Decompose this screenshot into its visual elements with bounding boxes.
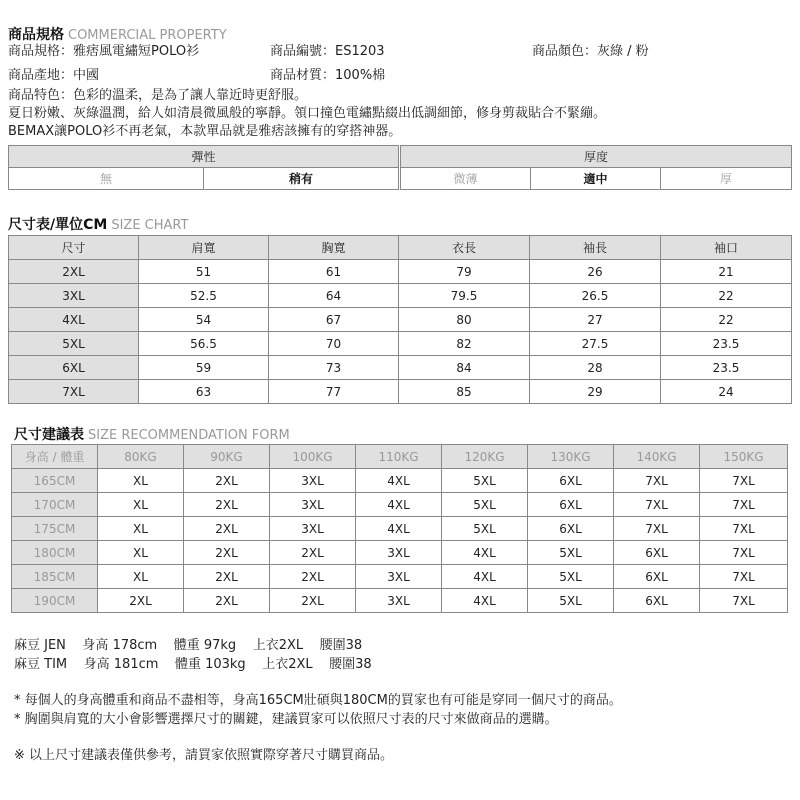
recommend-cell: XL bbox=[98, 493, 184, 517]
size-chart-row-label: 2XL bbox=[9, 260, 139, 284]
recommend-cell: 4XL bbox=[442, 589, 528, 613]
recommend-cell: 2XL bbox=[184, 469, 270, 493]
size-chart-header-cell: 肩寬 bbox=[139, 236, 269, 260]
recommend-title: 尺寸建議表 bbox=[14, 427, 84, 443]
recommend-table bbox=[11, 444, 788, 613]
size-chart-section-title bbox=[8, 214, 188, 234]
spec-material: 商品材質：100%棉 bbox=[270, 68, 386, 83]
spec-origin: 商品產地：中國 bbox=[8, 68, 100, 83]
recommend-cell: 6XL bbox=[528, 469, 614, 493]
size-chart-row bbox=[9, 380, 792, 404]
spec-title: 商品規格 bbox=[8, 27, 64, 43]
size-chart-cell: 51 bbox=[139, 260, 269, 284]
recommend-cell: 3XL bbox=[356, 565, 442, 589]
size-chart-cell: 28 bbox=[530, 356, 661, 380]
recommend-cell: 2XL bbox=[270, 541, 356, 565]
spec-desc-line: BEMAX讓POLO衫不再老氣，本款單品就是雅痞該擁有的穿搭神器。 bbox=[8, 124, 402, 139]
recommend-cell: 3XL bbox=[270, 493, 356, 517]
size-chart-row-label: 7XL bbox=[9, 380, 139, 404]
size-chart-cell: 27.5 bbox=[530, 332, 661, 356]
note-line: * 每個人的身高體重和商品不盡相等，身高165CM壯碩與180CM的買家也有可能是穿同一個尺寸的商品。 bbox=[14, 693, 622, 708]
spec-subtitle: COMMERCIAL PROPERTY bbox=[68, 28, 227, 43]
recommend-row bbox=[12, 589, 788, 613]
recommend-row bbox=[12, 517, 788, 541]
size-chart-cell: 70 bbox=[269, 332, 399, 356]
recommend-header-cell: 150KG bbox=[700, 445, 788, 469]
size-chart-cell: 23.5 bbox=[661, 332, 792, 356]
recommend-cell: 3XL bbox=[356, 541, 442, 565]
recommend-row bbox=[12, 541, 788, 565]
size-chart-header-row bbox=[9, 236, 792, 260]
recommend-section-title bbox=[14, 424, 290, 444]
disclaimer: ※ 以上尺寸建議表僅供參考，請買家依照實際穿著尺寸購買商品。 bbox=[14, 748, 394, 763]
recommend-cell: 5XL bbox=[528, 565, 614, 589]
recommend-cell: 6XL bbox=[614, 541, 700, 565]
recommend-header-cell: 100KG bbox=[270, 445, 356, 469]
thickness-option-selected: 適中 bbox=[531, 168, 661, 190]
recommend-cell: 7XL bbox=[700, 541, 788, 565]
recommend-cell: 5XL bbox=[442, 469, 528, 493]
size-chart-row bbox=[9, 284, 792, 308]
thickness-label: 厚度 bbox=[401, 146, 792, 168]
recommend-cell: 4XL bbox=[356, 493, 442, 517]
recommend-cell: 3XL bbox=[270, 469, 356, 493]
recommend-header-cell: 90KG bbox=[184, 445, 270, 469]
recommend-cell: XL bbox=[98, 541, 184, 565]
recommend-cell: 5XL bbox=[442, 493, 528, 517]
recommend-cell: 4XL bbox=[442, 565, 528, 589]
size-chart-header-cell: 尺寸 bbox=[9, 236, 139, 260]
size-chart-cell: 67 bbox=[269, 308, 399, 332]
size-chart-cell: 61 bbox=[269, 260, 399, 284]
elasticity-option-selected: 稍有 bbox=[204, 168, 399, 190]
elasticity-table bbox=[8, 145, 399, 190]
recommend-cell: 2XL bbox=[270, 565, 356, 589]
recommend-header-cell: 130KG bbox=[528, 445, 614, 469]
spec-desc-line: 夏日粉嫩、灰綠溫潤，給人如清晨微風般的寧靜。領口撞色電繡點綴出低調細節，修身剪裁貼合不緊繃。 bbox=[8, 106, 607, 121]
size-chart-cell: 54 bbox=[139, 308, 269, 332]
size-chart-cell: 77 bbox=[269, 380, 399, 404]
recommend-cell: 5XL bbox=[528, 541, 614, 565]
recommend-row-label: 165CM bbox=[12, 469, 98, 493]
spec-name: 商品規格：雅痞風電繡短POLO衫 bbox=[8, 44, 200, 59]
recommend-header-cell: 120KG bbox=[442, 445, 528, 469]
size-chart-cell: 56.5 bbox=[139, 332, 269, 356]
size-chart-cell: 22 bbox=[661, 308, 792, 332]
size-chart-cell: 63 bbox=[139, 380, 269, 404]
recommend-row-label: 180CM bbox=[12, 541, 98, 565]
recommend-row bbox=[12, 493, 788, 517]
recommend-cell: 2XL bbox=[98, 589, 184, 613]
size-chart-row bbox=[9, 356, 792, 380]
recommend-cell: 7XL bbox=[614, 493, 700, 517]
size-chart-row-label: 5XL bbox=[9, 332, 139, 356]
recommend-row-label: 185CM bbox=[12, 565, 98, 589]
size-chart-cell: 23.5 bbox=[661, 356, 792, 380]
recommend-row-label: 190CM bbox=[12, 589, 98, 613]
size-chart-header-cell: 袖長 bbox=[530, 236, 661, 260]
recommend-cell: 3XL bbox=[270, 517, 356, 541]
recommend-cell: 6XL bbox=[614, 589, 700, 613]
size-chart-cell: 26 bbox=[530, 260, 661, 284]
recommend-header-row bbox=[12, 445, 788, 469]
recommend-cell: XL bbox=[98, 517, 184, 541]
size-chart-cell: 26.5 bbox=[530, 284, 661, 308]
recommend-row-label: 170CM bbox=[12, 493, 98, 517]
size-chart-cell: 27 bbox=[530, 308, 661, 332]
recommend-cell: 4XL bbox=[356, 517, 442, 541]
recommend-cell: 6XL bbox=[614, 565, 700, 589]
size-chart-cell: 79.5 bbox=[399, 284, 530, 308]
spec-color: 商品顏色：灰綠 / 粉 bbox=[532, 44, 649, 59]
recommend-cell: 5XL bbox=[528, 589, 614, 613]
size-chart-cell: 22 bbox=[661, 284, 792, 308]
recommend-cell: XL bbox=[98, 565, 184, 589]
size-chart-table bbox=[8, 235, 792, 404]
size-chart-header-cell: 袖口 bbox=[661, 236, 792, 260]
size-chart-header-cell: 胸寬 bbox=[269, 236, 399, 260]
recommend-header-cell: 140KG bbox=[614, 445, 700, 469]
recommend-cell: 2XL bbox=[270, 589, 356, 613]
elasticity-option: 無 bbox=[9, 168, 204, 190]
size-chart-row-label: 4XL bbox=[9, 308, 139, 332]
spec-code: 商品編號：ES1203 bbox=[270, 44, 385, 59]
spec-section-title bbox=[8, 24, 227, 44]
size-chart-cell: 21 bbox=[661, 260, 792, 284]
recommend-cell: 3XL bbox=[356, 589, 442, 613]
recommend-cell: 7XL bbox=[614, 517, 700, 541]
size-chart-cell: 85 bbox=[399, 380, 530, 404]
thickness-option: 微薄 bbox=[401, 168, 531, 190]
size-chart-header-cell: 衣長 bbox=[399, 236, 530, 260]
recommend-cell: 2XL bbox=[184, 541, 270, 565]
recommend-subtitle: SIZE RECOMMENDATION FORM bbox=[88, 428, 290, 443]
recommend-row bbox=[12, 469, 788, 493]
recommend-cell: 6XL bbox=[528, 493, 614, 517]
size-chart-cell: 82 bbox=[399, 332, 530, 356]
size-chart-cell: 84 bbox=[399, 356, 530, 380]
recommend-header-cell: 身高 / 體重 bbox=[12, 445, 98, 469]
size-chart-row bbox=[9, 260, 792, 284]
recommend-cell: 2XL bbox=[184, 589, 270, 613]
recommend-cell: 7XL bbox=[700, 589, 788, 613]
thickness-option: 厚 bbox=[661, 168, 792, 190]
recommend-cell: 7XL bbox=[700, 565, 788, 589]
recommend-cell: 4XL bbox=[442, 541, 528, 565]
size-chart-cell: 24 bbox=[661, 380, 792, 404]
recommend-cell: 7XL bbox=[700, 517, 788, 541]
recommend-cell: 4XL bbox=[356, 469, 442, 493]
size-chart-cell: 52.5 bbox=[139, 284, 269, 308]
size-chart-row bbox=[9, 308, 792, 332]
size-chart-cell: 59 bbox=[139, 356, 269, 380]
size-chart-cell: 80 bbox=[399, 308, 530, 332]
spec-desc-line: 商品特色：色彩的溫柔，是為了讓人靠近時更舒服。 bbox=[8, 88, 308, 103]
size-chart-cell: 29 bbox=[530, 380, 661, 404]
size-chart-row bbox=[9, 332, 792, 356]
size-chart-row-label: 3XL bbox=[9, 284, 139, 308]
recommend-cell: XL bbox=[98, 469, 184, 493]
size-chart-cell: 79 bbox=[399, 260, 530, 284]
size-chart-row-label: 6XL bbox=[9, 356, 139, 380]
recommend-cell: 7XL bbox=[700, 493, 788, 517]
model-info: 麻豆 JEN 身高 178cm 體重 97kg 上衣2XL 腰圍38 bbox=[14, 638, 363, 653]
recommend-row bbox=[12, 565, 788, 589]
recommend-cell: 6XL bbox=[528, 517, 614, 541]
recommend-header-cell: 80KG bbox=[98, 445, 184, 469]
size-chart-cell: 64 bbox=[269, 284, 399, 308]
thickness-table bbox=[400, 145, 792, 190]
recommend-header-cell: 110KG bbox=[356, 445, 442, 469]
recommend-row-label: 175CM bbox=[12, 517, 98, 541]
recommend-cell: 7XL bbox=[614, 469, 700, 493]
model-info: 麻豆 TIM 身高 181cm 體重 103kg 上衣2XL 腰圍38 bbox=[14, 657, 372, 672]
size-chart-subtitle: SIZE CHART bbox=[111, 218, 189, 233]
recommend-cell: 2XL bbox=[184, 565, 270, 589]
recommend-cell: 5XL bbox=[442, 517, 528, 541]
elasticity-label: 彈性 bbox=[9, 146, 399, 168]
note-line: * 胸圍與肩寬的大小會影響選擇尺寸的關鍵，建議買家可以依照尺寸表的尺寸來做商品的選購。 bbox=[14, 712, 558, 727]
recommend-cell: 2XL bbox=[184, 517, 270, 541]
size-chart-cell: 73 bbox=[269, 356, 399, 380]
recommend-cell: 7XL bbox=[700, 469, 788, 493]
recommend-cell: 2XL bbox=[184, 493, 270, 517]
size-chart-title: 尺寸表/單位CM bbox=[8, 217, 108, 233]
